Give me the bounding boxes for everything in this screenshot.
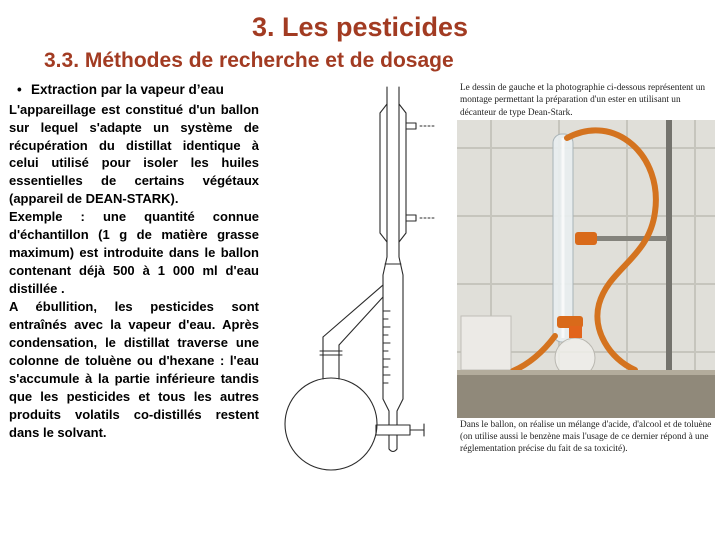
- dean-stark-trap: [383, 275, 403, 399]
- orange-clamp-upper: [575, 232, 597, 245]
- slide-content: [0, 81, 720, 488]
- photo-caption-bottom: Dans le ballon, on réalise un mélange d'acide, d'alcool et de toluène (on utilise aussi le benzène mais l'usage de ce dernier répond à une réglementation précise du fait de sa toxicité).: [457, 418, 717, 457]
- page-subtitle: 3.3. Méthodes de recherche et de dosage: [44, 49, 454, 72]
- ground-joint: [383, 257, 403, 275]
- dean-stark-drawing: [259, 83, 457, 483]
- paragraph-example: Exemple : une quantité connue d'échantillon (1 g de matière grasse maximum) est introduite dans le ballon contenant déjà 500 à 1 000 ml d'eau distillée .: [9, 209, 259, 296]
- paragraph-apparatus: L'appareillage est constitué d'un ballon sur lequel s'adapte un système de récupération du distillat identique à celui utilisé pour isoler les huiles essentielles de certains végétaux (appareil de DEAN-STARK).: [9, 101, 259, 207]
- photo-panel: [457, 81, 717, 488]
- page-title: 3. Les pesticides: [251, 12, 469, 42]
- condenser-glass: [553, 134, 573, 342]
- stopcock: [376, 399, 424, 452]
- bullet-heading: Extraction par la vapeur d’eau: [31, 82, 224, 97]
- lab-bench-edge: [457, 370, 715, 375]
- lab-bench: [457, 370, 715, 418]
- condenser: [380, 87, 435, 257]
- apparatus-photo: [457, 120, 715, 418]
- bullet-heading-line: [9, 81, 259, 100]
- side-arm: [320, 285, 383, 379]
- photo-caption-top: Le dessin de gauche et la photographie ci-dessous représentent un montage permettant la préparation d'un ester en utilisant un décanteur de type Dean-Stark.: [457, 81, 717, 120]
- white-box: [461, 316, 511, 370]
- dean-stark-diagram: [259, 81, 457, 488]
- round-bottom-flask: [285, 378, 377, 470]
- body-text-column: [4, 81, 259, 488]
- paragraph-ebullition: A ébullition, les pesticides sont entraînés avec la vapeur d'eau. Après condensation, le distillat traverse une colonne de toluène ou d'hexane : l'eau s'accumule à la partie inférieure tandis que les pesticides et tous les autres produits volatils co-distillés restent dans le solvant.: [9, 298, 259, 440]
- apparatus-photo-graphic: [457, 120, 715, 418]
- bullet-marker: •: [17, 82, 22, 97]
- support-rod: [666, 120, 672, 372]
